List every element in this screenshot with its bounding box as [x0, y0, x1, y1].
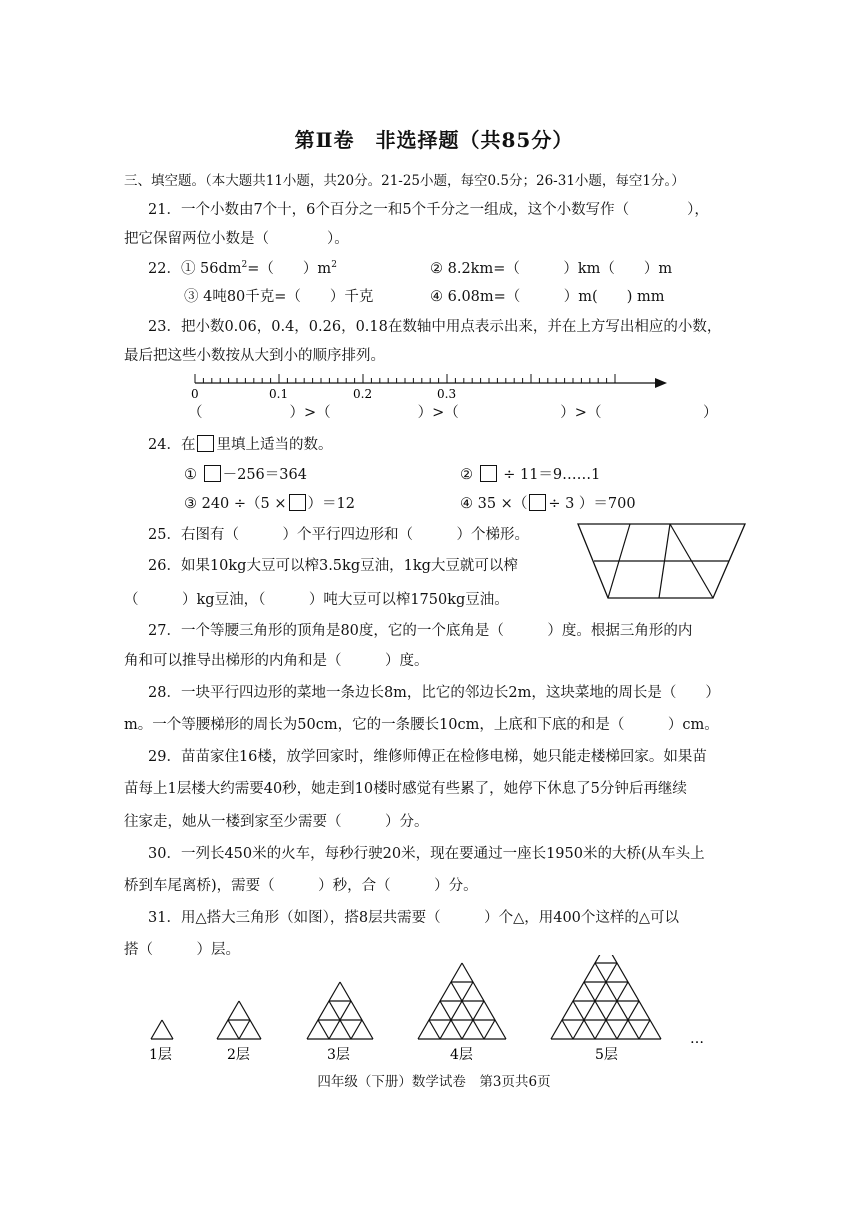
q23-order-line: （ ）>（ ）>（ ）>（ ） [188, 405, 718, 421]
triangle-stack-5 [551, 955, 661, 1039]
q21-line1: 21．一个小数由7个十，6个百分之一和5个千分之一组成，这个小数写作（ ）， [148, 202, 709, 218]
q23-line2: 最后把这些小数按从大到小的顺序排列。 [124, 348, 385, 364]
q29-line2: 苗每上1层楼大约需要40秒，她走到10楼时感觉有些累了，她停下休息了5分钟后再继续 [124, 781, 687, 797]
number-line-ticks [195, 374, 615, 383]
q27-line2: 角和可以推导出梯形的内角和是（ ）度。 [124, 653, 429, 669]
q24-intro: 24．在 里填上适当的数。 [148, 437, 333, 453]
page-footer: 四年级（下册）数学试卷 第3页共6页 [317, 1074, 551, 1090]
tick-label-0.2: 0.2 [353, 387, 373, 401]
q24-item-c: ③ 240 ÷（5 × ）＝12 [184, 496, 355, 512]
q26-line2: （ ）kg豆油，（ ）吨大豆可以榨1750kg豆油。 [124, 592, 509, 608]
tick-label-0: 0 [191, 387, 199, 401]
q31-line2: 搭（ ）层。 [124, 942, 240, 958]
q24-item-d: ④ 35 ×（ ÷ 3 ）＝700 [460, 496, 636, 512]
triangle-stack-3 [307, 982, 373, 1039]
answer-box[interactable] [480, 465, 497, 482]
q28-line2: m。一个等腰梯形的周长为50cm，它的一条腰长10cm，上底和下底的和是（ ）cm。 [124, 717, 719, 733]
q24-item-a: ① －256＝364 [184, 467, 307, 483]
number-line [185, 370, 675, 402]
q22-item-b: ② 8.2km=（ ）km（ ）m [430, 261, 673, 277]
layer-label-3: 3层 [327, 1047, 350, 1063]
answer-box[interactable] [289, 494, 306, 511]
tick-label-0.3: 0.3 [437, 387, 457, 401]
q26-line1: 26．如果10kg大豆可以榨3.5kg豆油，1kg大豆就可以榨 [148, 558, 518, 574]
triangle-stacks-figure [0, 955, 868, 1065]
number-line-arrow [655, 378, 667, 388]
layer-label-1: 1层 [149, 1047, 172, 1063]
trapezoid-figure [575, 520, 750, 602]
q25-line: 25．右图有（ ）个平行四边形和（ ）个梯形。 [148, 527, 529, 543]
page-title: 第Ⅱ卷 非选择题（共85分） [294, 128, 574, 152]
q30-line2: 桥到车尾离桥)，需要（ ）秒，合（ ）分。 [124, 878, 478, 894]
triangle-stack-4 [418, 963, 506, 1039]
q29-line3: 往家走，她从一楼到家至少需要（ ）分。 [124, 814, 429, 830]
answer-box[interactable] [529, 494, 546, 511]
layer-label-5: 5层 [595, 1047, 618, 1063]
tick-label-0.1: 0.1 [269, 387, 289, 401]
layer-label-2: 2层 [227, 1047, 250, 1063]
q23-line1: 23．把小数0.06，0.4，0.26，0.18在数轴中用点表示出来，并在上方写出相应的小数， [148, 319, 722, 335]
section-header: 三、填空题。（本大题共11小题，共20分。21-25小题，每空0.5分；26-31小题，每空1分。） [124, 173, 685, 189]
q22-item-d: ④ 6.08m=（ ）m( ) mm [430, 289, 665, 305]
q27-line1: 27．一个等腰三角形的顶角是80度，它的一个底角是（ ）度。根据三角形的内 [148, 623, 693, 639]
q28-line1: 28．一块平行四边形的菜地一条边长8m，比它的邻边长2m，这块菜地的周长是（ ） [148, 685, 720, 701]
q29-line1: 29．苗苗家住16楼，放学回家时，维修师傅正在检修电梯，她只能走楼梯回家。如果苗 [148, 749, 707, 765]
layer-label-4: 4层 [450, 1047, 473, 1063]
answer-box[interactable] [197, 435, 214, 452]
q22-item-c: ③ 4吨80千克=（ ）千克 [184, 289, 374, 305]
q22-item-a: 22．① $56dm^2=$（ ）$m^2$ [148, 260, 337, 277]
ellipsis: … [690, 1031, 704, 1047]
triangle-stack-1 [151, 1020, 173, 1039]
answer-box[interactable] [204, 465, 221, 482]
q24-item-b: ② ÷ 11＝9……1 [460, 467, 601, 483]
q31-line1: 31．用△搭大三角形（如图），搭8层共需要（ ）个△，用400个这样的△可以 [148, 910, 680, 926]
triangle-stack-2 [217, 1001, 261, 1039]
q30-line1: 30．一列长450米的火车，每秒行驶20米，现在要通过一座长1950米的大桥(从车头上 [148, 846, 705, 862]
q21-line2: 把它保留两位小数是（ ）。 [124, 231, 349, 247]
